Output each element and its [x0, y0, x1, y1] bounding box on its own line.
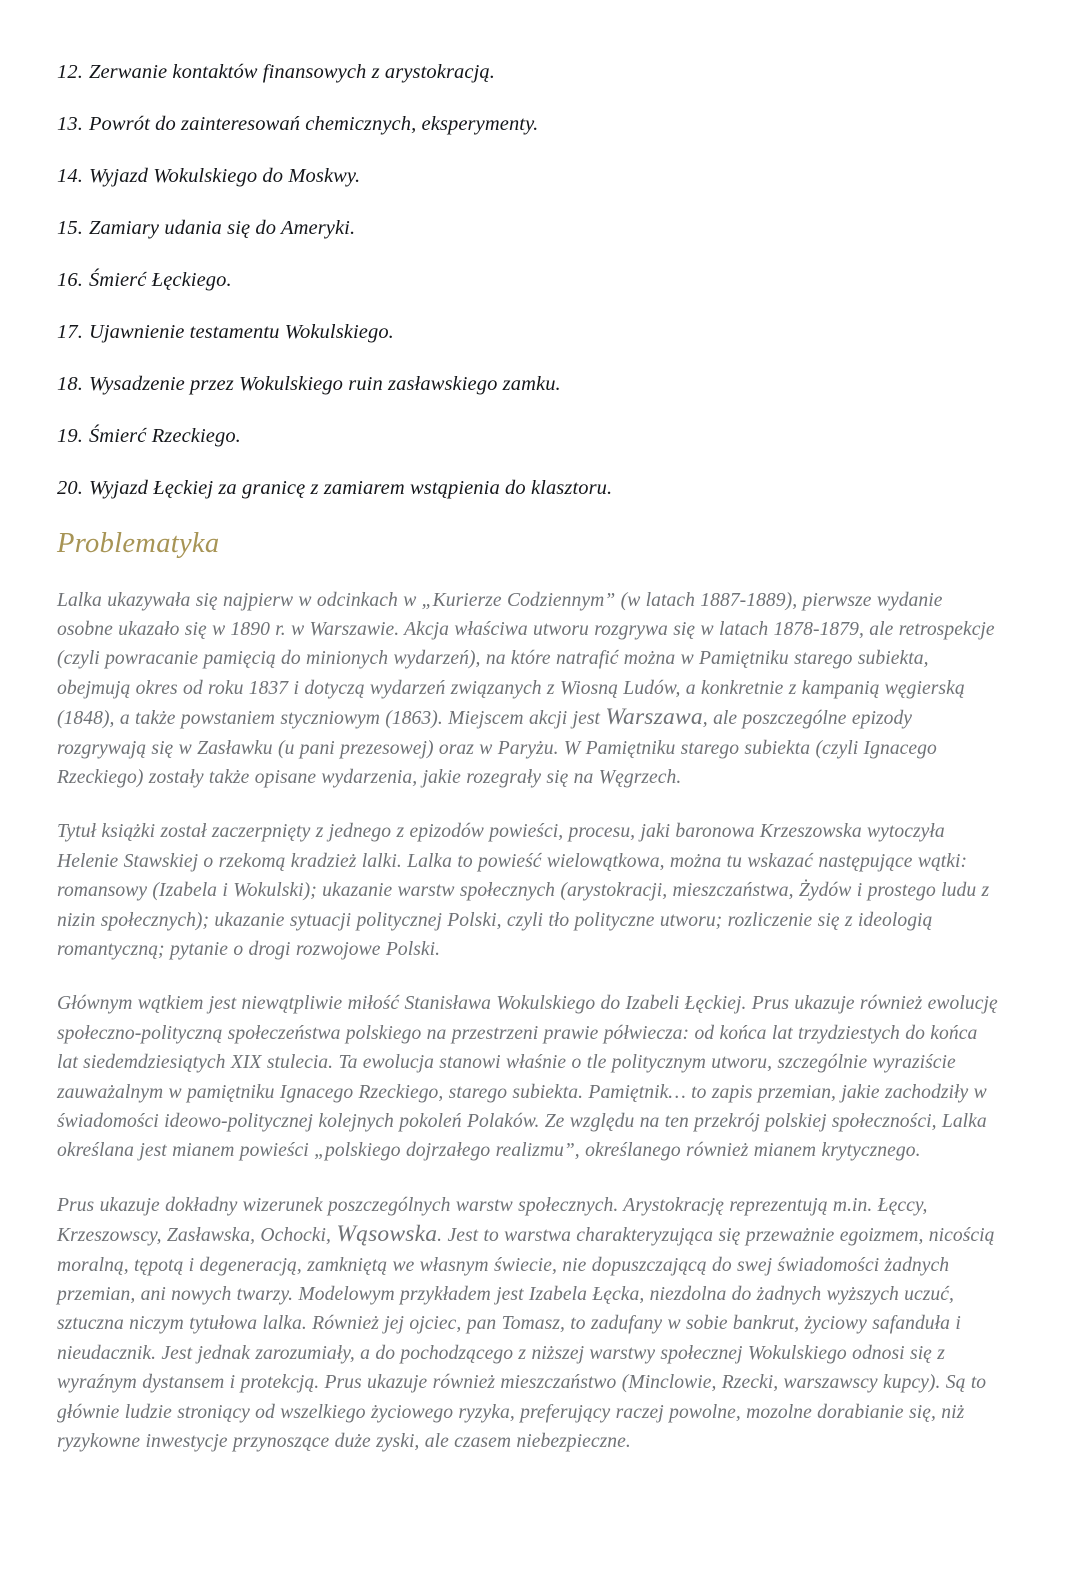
paragraph-4-lead: Prus ukazuje dokładny wizerunek poszczególnych warstw społecznych. Arystokrację reprezentują m.in. Łęccy, Krzeszowscy, Zasławska, Ochocki, — [57, 1194, 928, 1247]
list-item-number: 17. — [57, 321, 83, 343]
paragraph-1-emphasis-warszawa: Warszawa — [605, 704, 703, 731]
list-item — [57, 374, 1000, 395]
list-item-label: Wyjazd Wokulskiego do Moskwy. — [88, 165, 361, 187]
list-item-number: 19. — [57, 425, 83, 447]
paragraph-2: Tytuł książki został zaczerpnięty z jednego z epizodów powieści, procesu, jaki baronowa Krzeszowska wytoczyła Helenie Stawskiej o rzekomą kradzież lalki. Lalka to powieść wielowątkowa, można tu wskazać następujące wątki: romansowy (Izabela i Wokulski); ukazanie warstw społecznych (arystokracji, mieszczaństwa, Żydów i prostego ludu z nizin społecznych); ukazanie sytuacji politycznej Polski, czyli tło polityczne utworu; rozliczenie się z ideologią romantyczną; pytanie o drogi rozwojowe Polski. — [57, 821, 990, 960]
list-item-label: Zamiary udania się do Ameryki. — [88, 217, 356, 239]
paragraph-4-emphasis-wasowska: Wąsowska — [336, 1221, 438, 1248]
list-item-number: 15. — [57, 217, 83, 239]
list-item-number: 20. — [57, 477, 83, 499]
list-item — [57, 218, 1000, 239]
list-item — [57, 270, 1000, 291]
paragraph-4-tail: . Jest to warstwa charakteryzująca się przeważnie egoizmem, nicością moralną, tępotą i degeneracją, zamkniętą we własnym świecie, nie dopuszczającą do swej świadomości żadnych przemian, ani nowych twarzy. Modelowym przykładem jest Izabela Łęcka, niezdolna do żadnych wyższych uczuć, sztuczna niczym tytułowa lalka. Również jej ojciec, pan Tomasz, to zadufany w sobie bankrut, życiowy safanduła i nieudacznik. Jest jednak zarozumiały, a do pochodzącego z niższej warstwy społecznej Wokulskiego odnosi się z wyraźnym dystansem i protekcją. Prus ukazuje również mieszczaństwo (Minclowie, Rzecki, warszawscy kupcy). Są to głównie ludzie stroniący od wszelkiego życiowego ryzyka, preferujący raczej powolne, mozolne dorabianie się, niż ryzykowne inwestycje przynoszące duże zyski, ale czasem niebezpieczne. — [57, 1225, 995, 1453]
list-item — [57, 114, 1000, 135]
list-item-label: Wysadzenie przez Wokulskiego ruin zasławskiego zamku. — [88, 373, 561, 395]
list-item-number: 16. — [57, 269, 83, 291]
paragraph-1-lead: Lalka ukazywała się najpierw w odcinkach w „Kurierze Codziennym” (w latach 1887-1889), pierwsze wydanie osobne ukazało się w 1890 r. w Warszawie. Akcja właściwa utworu rozgrywa się w latach 1878-1879, ale retrospekcje (czyli powracanie pamięcią do minionych wydarzeń), na które natrafić można w Pamiętniku starego subiekta, obejmują okres od roku 1837 i dotyczą wydarzeń związanych z Wiosną Ludów, a konkretnie z kampanią węgierską (1848), a także powstaniem styczniowym (1863). Miejscem akcji jest — [57, 589, 995, 730]
paragraph-1 — [57, 586, 1000, 793]
list-item-label: Powrót do zainteresowań chemicznych, eksperymenty. — [88, 113, 539, 135]
list-item-label: Śmierć Łęckiego. — [88, 269, 232, 291]
plot-outline-list — [57, 62, 1000, 499]
list-item-label: Zerwanie kontaktów finansowych z arystokracją. — [88, 61, 495, 83]
list-item-number: 18. — [57, 373, 83, 395]
list-item-number: 13. — [57, 113, 83, 135]
list-item-label: Śmierć Rzeckiego. — [88, 425, 241, 447]
paragraph-3: Głównym wątkiem jest niewątpliwie miłość Stanisława Wokulskiego do Izabeli Łęckiej. Prus ukazuje również ewolucję społeczno-polityczną społeczeństwa polskiego na przestrzeni prawie półwiecza: od końca lat trzydziestych do końca lat siedemdziesiątych XIX stulecia. Ta ewolucja stanowi właśnie o tle politycznym utworu, szczególnie wyraziście zauważalnym w pamiętniku Ignacego Rzeckiego, starego subiekta. Pamiętnik… to zapis przemian, jakie zachodziły w świadomości ideowo-politycznej kolejnych pokoleń Polaków. Ze względu na ten przekrój polskiej społeczności, Lalka określana jest mianem powieści „polskiego dojrzałego realizmu”, określanego również mianem krytycznego. — [57, 993, 998, 1162]
paragraph-1-tail: , ale poszczególne epizody rozgrywają się w Zasławku (u pani prezesowej) oraz w Paryżu. W Pamiętniku starego subiekta (czyli Ignacego Rzeckiego) zostały także opisane wydarzenia, jakie rozegrały się na Węgrzech. — [57, 708, 937, 788]
body-copy — [57, 586, 1000, 1457]
list-item — [57, 62, 1000, 83]
list-item — [57, 166, 1000, 187]
paragraph-4 — [57, 1191, 1000, 1457]
list-item — [57, 426, 1000, 447]
list-item — [57, 478, 1000, 499]
section-heading-problematyka: Problematyka — [57, 528, 220, 559]
list-item-number: 14. — [57, 165, 83, 187]
list-item-label: Wyjazd Łęckiej za granicę z zamiarem wstąpienia do klasztoru. — [88, 477, 613, 499]
list-item-label: Ujawnienie testamentu Wokulskiego. — [88, 321, 394, 343]
list-item-number: 12. — [57, 61, 83, 83]
list-item — [57, 322, 1000, 343]
